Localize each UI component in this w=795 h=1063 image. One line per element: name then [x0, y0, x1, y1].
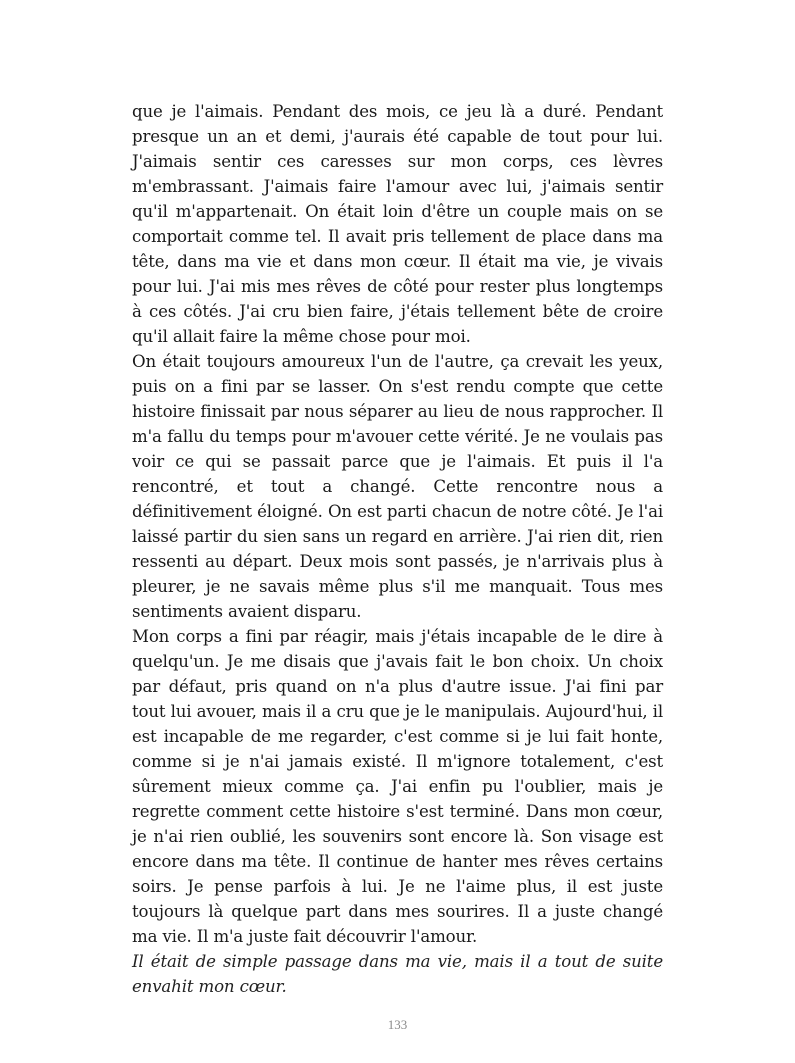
paragraph-1: que je l'aimais. Pendant des mois, ce jeu là a duré. Pendant presque un an et demi, j'aurais été capable de tout pour lui. J'aimais sentir ces caresses sur mon corps, ces lèvres m'embrassant. J'aimais faire l'amour avec lui, j'aimais sentir qu'il m'appartenait. On était loin d'être un couple mais on se comportait comme tel. Il avait pris tellement de place dans ma tête, dans ma vie et dans mon cœur. Il était ma vie, je vivais pour lui. J'ai mis mes rêves de côté pour rester plus longtemps à ces côtés. J'ai cru bien faire, j'étais tellement bête de croire qu'il allait faire la même chose pour moi. — [132, 102, 663, 346]
closing-italic-line: Il était de simple passage dans ma vie, mais il a tout de suite envahit mon cœur. — [132, 952, 663, 996]
paragraph-3: Mon corps a fini par réagir, mais j'étais incapable de le dire à quelqu'un. Je me disais que j'avais fait le bon choix. Un choix par défaut, pris quand on n'a plus d'autre issue. J'ai fini par tout lui avouer, mais il a cru que je le manipulais. Aujourd'hui, il est incapable de me regarder, c'est comme si je lui fait honte, comme si je n'ai jamais existé. Il m'ignore totalement, c'est sûrement mieux comme ça. J'ai enfin pu l'oublier, mais je regrette comment cette histoire s'est terminé. Dans mon cœur, je n'ai rien oublié, les souvenirs sont encore là. Son visage est encore dans ma tête. Il continue de hanter mes rêves certains soirs. Je pense parfois à lui. Je ne l'aime plus, il est juste toujours là quelque part dans mes sourires. Il a juste changé ma vie. Il m'a juste fait découvrir l'amour. — [132, 627, 663, 946]
page-number: 133 — [387, 1017, 408, 1032]
paragraph-2: On était toujours amoureux l'un de l'autre, ça crevait les yeux, puis on a fini par se lasser. On s'est rendu compte que cette histoire finissait par nous séparer au lieu de nous rapprocher. Il m'a fallu du temps pour m'avouer cette vérité. Je ne voulais pas voir ce qui se passait parce que je l'aimais. Et puis il l'a rencontré, et tout a changé. Cette rencontre nous a définitivement éloigné. On est parti chacun de notre côté. Je l'ai laissé partir du sien sans un regard en arrière. J'ai rien dit, rien ressenti au départ. Deux mois sont passés, je n'arrivais plus à pleurer, je ne savais même plus s'il me manquait. Tous mes sentiments avaient disparu. — [132, 352, 663, 621]
body-text — [132, 99, 663, 999]
